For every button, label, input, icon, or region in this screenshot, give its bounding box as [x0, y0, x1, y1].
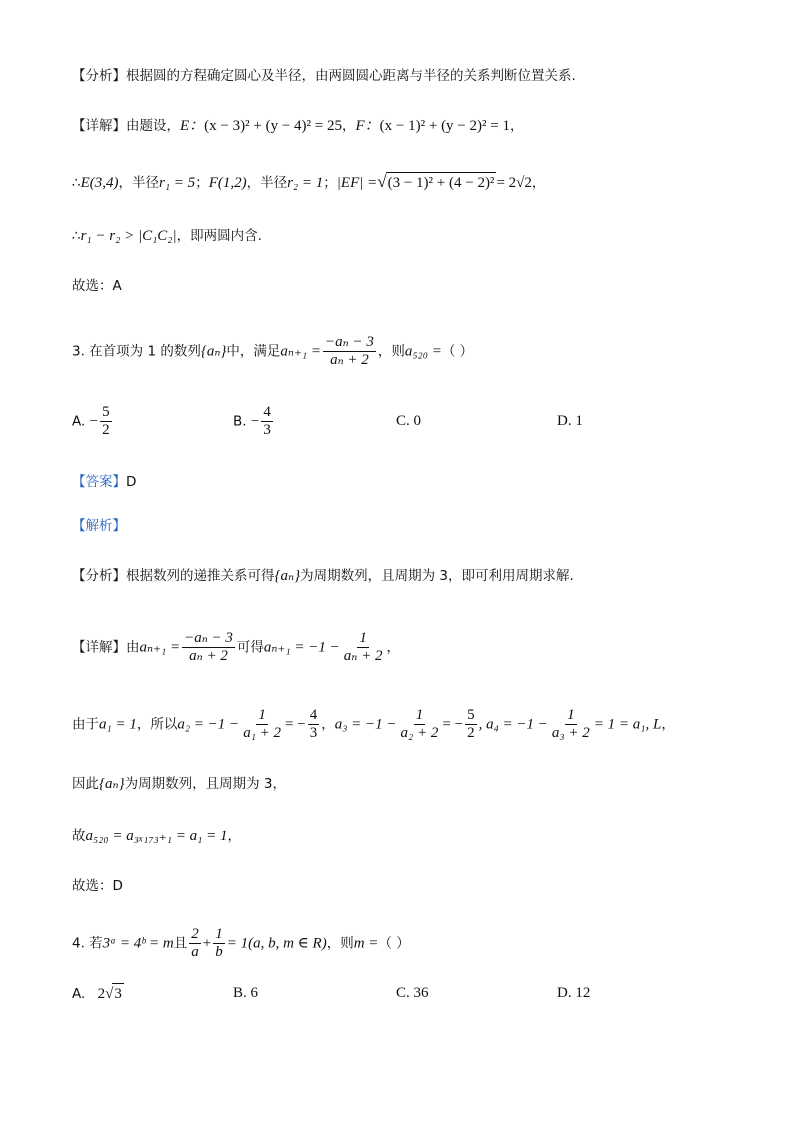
second-term-expr: a₂ = −1 −: [177, 716, 240, 733]
radius-1: r₁ = 5: [159, 175, 196, 191]
choice-text: 故选：D: [72, 878, 123, 894]
answer-value: D: [126, 474, 137, 490]
equals: = −: [442, 716, 464, 733]
therefore-symbol: ∴: [72, 175, 81, 191]
q4-option-d: D. 12: [557, 985, 591, 1001]
fourth-term-expr: , a₄ = −1 −: [478, 716, 548, 733]
question-3-stem: [72, 334, 473, 369]
text: ，则: [377, 343, 405, 360]
circle-e-label: E：: [180, 118, 205, 134]
distance-radicand: (3 − 1)² + (4 − 2)²: [386, 172, 497, 193]
fraction: [241, 707, 283, 742]
fraction-denominator: aₙ + 2: [343, 648, 383, 664]
fraction: [550, 707, 592, 742]
target-term: a₅₂₀ =: [404, 343, 442, 360]
option-b: [233, 404, 275, 439]
option-fraction: [261, 404, 273, 439]
rewritten-recurrence: aₙ₊₁ = −1 −: [263, 639, 340, 656]
option-label: A.: [72, 413, 86, 430]
text: 3. 在首项为 1 的数列: [72, 343, 201, 360]
third-term-expr: a₃ = −1 −: [334, 716, 397, 733]
text: ，则: [326, 935, 354, 952]
conclusion-line: [72, 226, 262, 246]
exponent-equation: 3ᵃ = 4ᵇ = m: [102, 935, 174, 952]
text: 4. 若: [72, 935, 103, 952]
target-variable: m =: [353, 935, 379, 952]
option-d: D. 1: [557, 413, 583, 429]
recurrence-lhs: aₙ₊₁ =: [139, 639, 181, 656]
option-label: A.: [72, 986, 86, 1002]
text: 因此: [72, 776, 99, 792]
section-tag: 【详解】: [72, 118, 126, 134]
text: ，半径: [118, 175, 159, 191]
fraction-numerator: 2: [191, 926, 199, 942]
plus: +: [202, 935, 212, 952]
text: ，: [386, 639, 400, 656]
text: 中，满足: [226, 343, 281, 360]
fraction-numerator: 5: [102, 404, 110, 420]
fraction-denominator: 2: [467, 725, 475, 741]
q4-option-a: [72, 983, 124, 1004]
fraction-denominator: a₁ + 2: [243, 725, 282, 741]
fraction-denominator: a₂ + 2: [400, 725, 439, 741]
sequence-symbol: {aₙ}: [200, 343, 227, 360]
text: ；: [323, 175, 337, 191]
option-label: B.: [233, 413, 247, 430]
q3-period-line: [72, 774, 286, 794]
text: ，: [227, 828, 241, 844]
analysis-line: [72, 66, 576, 86]
centers-line: [72, 172, 545, 193]
fraction-denominator: aₙ + 2: [189, 648, 228, 664]
option-radicand: 3: [112, 983, 124, 1004]
choice-text: 故选：A: [72, 278, 122, 294]
option-a: [72, 404, 114, 439]
fraction-numerator: 4: [309, 707, 318, 723]
text: ，: [509, 118, 524, 134]
sequence-symbol: {aₙ}: [99, 776, 125, 792]
answer-blank: （ ）: [441, 343, 474, 360]
choice-line: [72, 276, 122, 296]
option-sign: −: [89, 413, 99, 430]
radius-comparison: r₁ − r₂ > |C₁C₂|: [80, 228, 177, 244]
fraction-denominator: 2: [102, 422, 110, 438]
radical-sign: √: [105, 986, 114, 1002]
text: 由题设，: [126, 118, 180, 134]
recurrence-fraction: [182, 630, 235, 665]
center-e: E(3,4): [80, 175, 119, 191]
text: ；: [195, 175, 209, 191]
radical-sign: √: [377, 172, 387, 191]
q4-option-c: C. 36: [396, 985, 429, 1001]
q3-choice-line: [72, 876, 123, 896]
therefore-symbol: ∴: [72, 228, 81, 244]
sequence-symbol: {aₙ}: [274, 568, 301, 584]
fraction-denominator: aₙ + 2: [330, 352, 369, 368]
q4-option-b: B. 6: [233, 985, 259, 1001]
distance-result: = 2√2: [496, 175, 532, 191]
text: 可得: [236, 639, 264, 656]
option-sign: −: [250, 413, 260, 430]
option-fraction: [100, 404, 112, 439]
text: ，所以: [136, 716, 178, 733]
option-c: C. 0: [396, 413, 422, 429]
recurrence-fraction: [323, 334, 376, 369]
fraction-denominator: 3: [309, 725, 318, 741]
fraction-numerator: 5: [467, 707, 475, 723]
analysis-text: 根据圆的方程确定圆心及半径，由两圆圆心距离与半径的关系判断位置关系.: [126, 68, 576, 84]
text: ，: [531, 175, 546, 191]
fraction-numerator: 1: [258, 707, 266, 723]
text: 由于: [72, 716, 99, 733]
text: ，即两圆内含.: [176, 228, 262, 244]
circle-f-label: F：: [355, 118, 380, 134]
text: 故: [72, 828, 86, 844]
first-term: a₁ = 1: [99, 716, 137, 733]
equals: = −: [285, 716, 306, 733]
text: 由: [126, 639, 140, 656]
text: ，: [321, 716, 335, 733]
answer-blank: （ ）: [378, 935, 410, 952]
fraction-numerator: 1: [359, 630, 367, 646]
distance-lhs: |EF| =: [336, 175, 378, 191]
circle-f-equation: (x − 1)² + (y − 2)² = 1: [379, 118, 510, 134]
text: 根据数列的递推关系可得: [126, 568, 275, 584]
text: 为周期数列，且周期为 3，即可利用周期求解.: [300, 568, 574, 584]
section-tag: 【分析】: [72, 68, 126, 84]
condition: = 1(a, b, m ∈ R): [226, 935, 327, 952]
fraction: [189, 926, 201, 961]
fraction-numerator: 1: [215, 926, 223, 942]
rewritten-fraction: [342, 630, 385, 665]
fraction-numerator: 1: [415, 707, 424, 723]
q3-detail-line: [72, 630, 400, 665]
text: 且: [173, 935, 188, 952]
fraction-numerator: 4: [263, 404, 271, 420]
text: 为周期数列，且周期为 3，: [124, 776, 286, 792]
option-coefficient: 2: [97, 986, 106, 1002]
fraction-denominator: b: [215, 944, 223, 960]
fraction-numerator: 1: [567, 707, 575, 723]
q3-result-line: [72, 826, 241, 846]
fraction: [213, 926, 225, 961]
answer-line: [72, 472, 136, 492]
fraction-denominator: a: [191, 944, 199, 960]
fraction-numerator: −aₙ − 3: [325, 334, 374, 350]
solution-heading: [72, 516, 126, 536]
solution-tag: 【解析】: [72, 518, 126, 534]
fraction-denominator: 3: [263, 422, 271, 438]
section-tag: 【分析】: [72, 568, 126, 584]
period-result: = 1 = a₁, L: [593, 716, 662, 733]
answer-tag: 【答案】: [72, 474, 126, 490]
fraction: [399, 707, 441, 742]
fraction-denominator: a₃ + 2: [551, 725, 590, 741]
result-expression: a₅₂₀ = a₃ₓ₁₇₃₊₁ = a₁ = 1: [85, 828, 228, 844]
fraction-numerator: −aₙ − 3: [184, 630, 233, 646]
text: ，半径: [246, 175, 288, 191]
fraction: [465, 707, 477, 742]
center-f: F(1,2): [208, 175, 247, 191]
q3-compute-line: [72, 707, 675, 742]
recurrence-lhs: aₙ₊₁ =: [280, 343, 322, 360]
text: ，: [341, 118, 356, 134]
section-tag: 【详解】: [72, 639, 126, 656]
detail-line: [72, 116, 523, 136]
circle-e-equation: (x − 3)² + (y − 4)² = 25: [204, 118, 342, 134]
text: ，: [661, 716, 675, 733]
question-4-stem: [72, 926, 410, 961]
fraction: [308, 707, 320, 742]
q3-analysis-line: [72, 566, 574, 586]
radius-2: r₂ = 1: [287, 175, 324, 191]
